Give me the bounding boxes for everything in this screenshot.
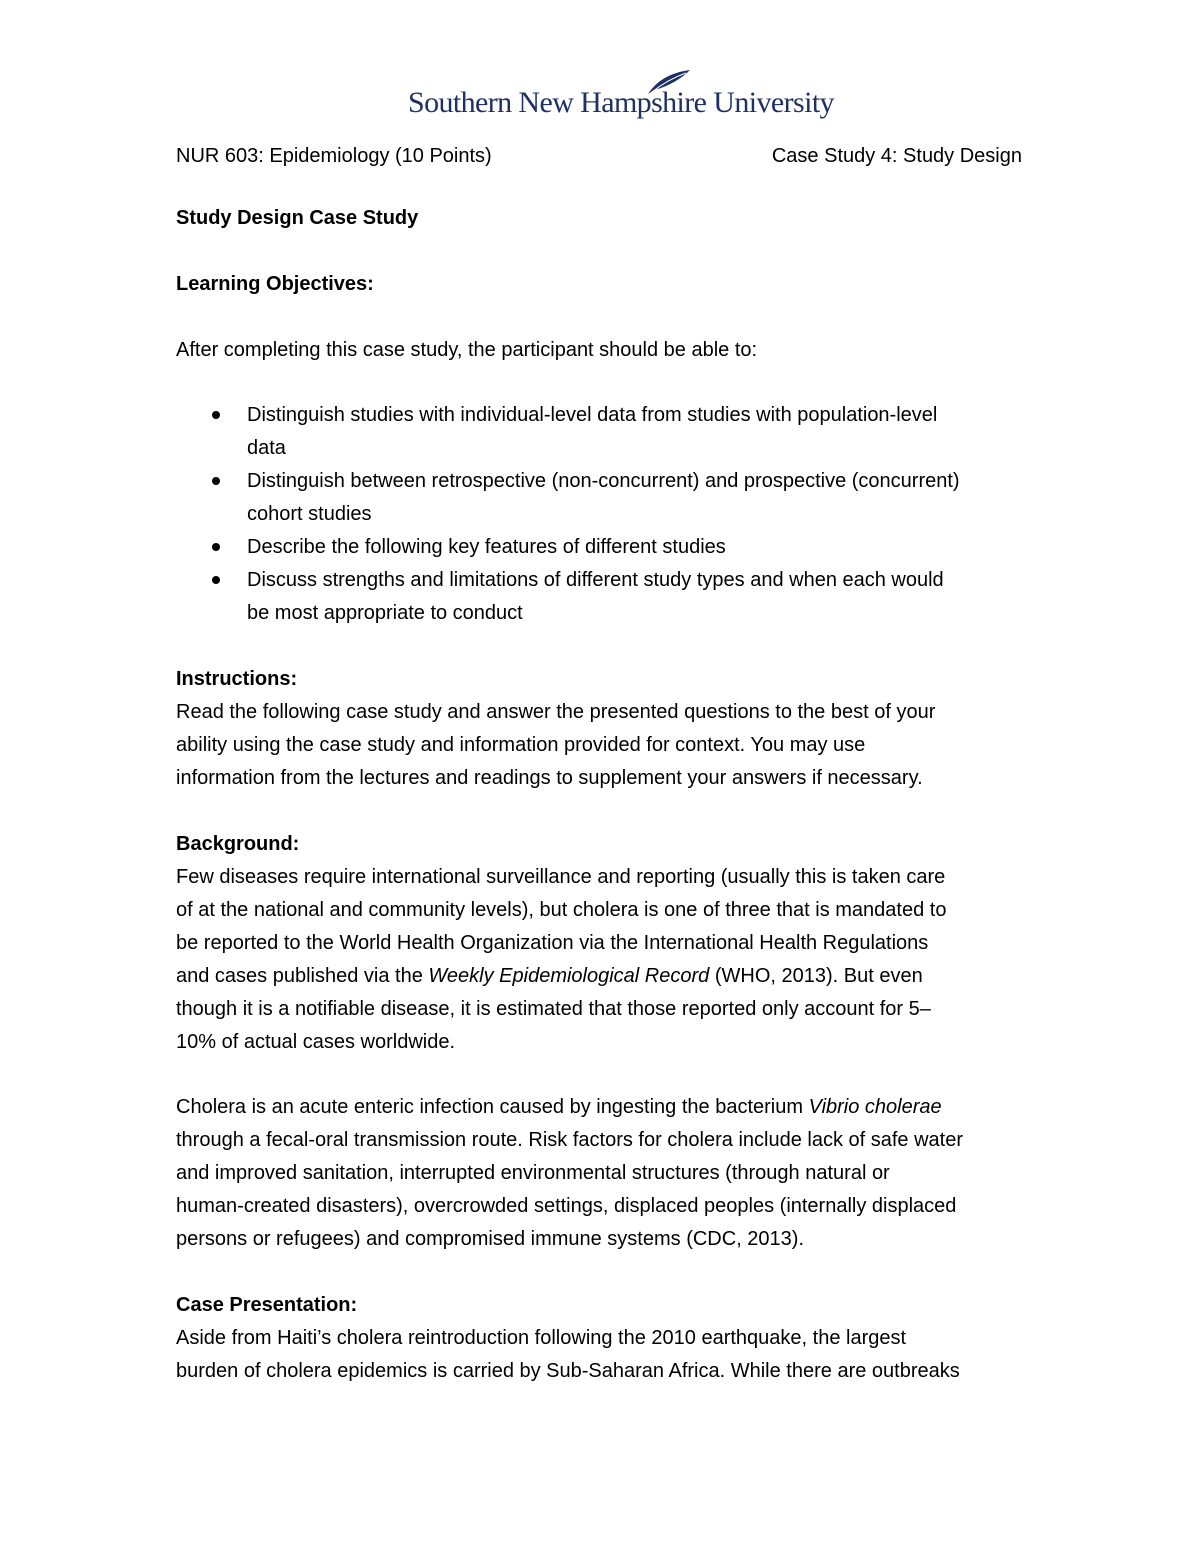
case-presentation-line: burden of cholera epidemics is carried by Sub-Saharan Africa. While there are outbreaks xyxy=(176,1360,960,1382)
case-presentation-heading: Case Presentation: xyxy=(176,1294,358,1316)
bullet-icon xyxy=(212,477,220,485)
list-item-line: Distinguish between retrospective (non-concurrent) and prospective (concurrent) xyxy=(247,470,960,492)
case-presentation-line: Aside from Haiti’s cholera reintroduction following the 2010 earthquake, the largest xyxy=(176,1327,907,1349)
cholera-line: through a fecal-oral transmission route. Risk factors for cholera include lack of safe water xyxy=(176,1129,964,1151)
list-item xyxy=(176,399,1036,465)
background-line: 10% of actual cases worldwide. xyxy=(176,1031,456,1053)
instructions-line: information from the lectures and readings to supplement your answers if necessary. xyxy=(176,767,923,789)
list-item-line: cohort studies xyxy=(247,503,372,525)
publication-title: Weekly Epidemiological Record xyxy=(428,965,710,987)
document-title: Study Design Case Study xyxy=(176,207,419,229)
background-line: be reported to the World Health Organization via the International Health Regulations xyxy=(176,932,929,954)
species-name: Vibrio cholerae xyxy=(808,1096,942,1118)
cholera-text: Cholera is an acute enteric infection caused by ingesting the bacterium xyxy=(176,1096,809,1118)
cholera-line: persons or refugees) and compromised immune systems (CDC, 2013). xyxy=(176,1228,805,1250)
background-section xyxy=(176,828,1036,1059)
instructions-heading: Instructions: xyxy=(176,668,298,690)
list-item-line: Describe the following key features of different studies xyxy=(247,536,726,558)
list-item-line: Distinguish studies with individual-level data from studies with population-level xyxy=(247,404,938,426)
list-item xyxy=(176,564,1036,630)
case-presentation-section xyxy=(176,1289,1036,1388)
bullet-icon xyxy=(212,411,220,419)
background-heading: Background: xyxy=(176,833,300,855)
background-text: (WHO, 2013). But even xyxy=(709,965,923,987)
cholera-line-species xyxy=(176,1091,1036,1124)
background-text: and cases published via the xyxy=(176,965,429,987)
cholera-line: and improved sanitation, interrupted environmental structures (through natural or xyxy=(176,1162,890,1184)
cholera-paragraph xyxy=(176,1091,1036,1256)
cholera-line: human-created disasters), overcrowded settings, displaced peoples (internally displaced xyxy=(176,1195,957,1217)
background-line: Few diseases require international surveillance and reporting (usually this is taken care xyxy=(176,866,946,888)
instructions-section xyxy=(176,663,1036,795)
background-line: though it is a notifiable disease, it is estimated that those reported only account for 5– xyxy=(176,998,931,1020)
bullet-icon xyxy=(212,576,220,584)
university-logo xyxy=(408,64,834,130)
background-line: of at the national and community levels), but cholera is one of three that is mandated to xyxy=(176,899,947,921)
course-title: NUR 603: Epidemiology (10 Points) xyxy=(176,145,492,167)
objectives-list xyxy=(176,399,1036,630)
bullet-icon xyxy=(212,543,220,551)
list-item xyxy=(176,465,1036,531)
background-line-citation xyxy=(176,960,1036,993)
leaf-icon xyxy=(646,68,692,96)
list-item-line: data xyxy=(247,437,286,459)
logo-wordmark: Southern New Hampshire University xyxy=(408,86,834,119)
list-item-line: be most appropriate to conduct xyxy=(247,602,523,624)
instructions-line: Read the following case study and answer the presented questions to the best of your xyxy=(176,701,936,723)
list-item xyxy=(176,531,1036,564)
learning-objectives-heading: Learning Objectives: xyxy=(176,273,374,295)
instructions-line: ability using the case study and information provided for context. You may use xyxy=(176,734,866,756)
objectives-intro: After completing this case study, the participant should be able to: xyxy=(176,339,758,361)
case-study-label: Case Study 4: Study Design xyxy=(771,145,1022,167)
list-item-line: Discuss strengths and limitations of different study types and when each would xyxy=(247,569,944,591)
